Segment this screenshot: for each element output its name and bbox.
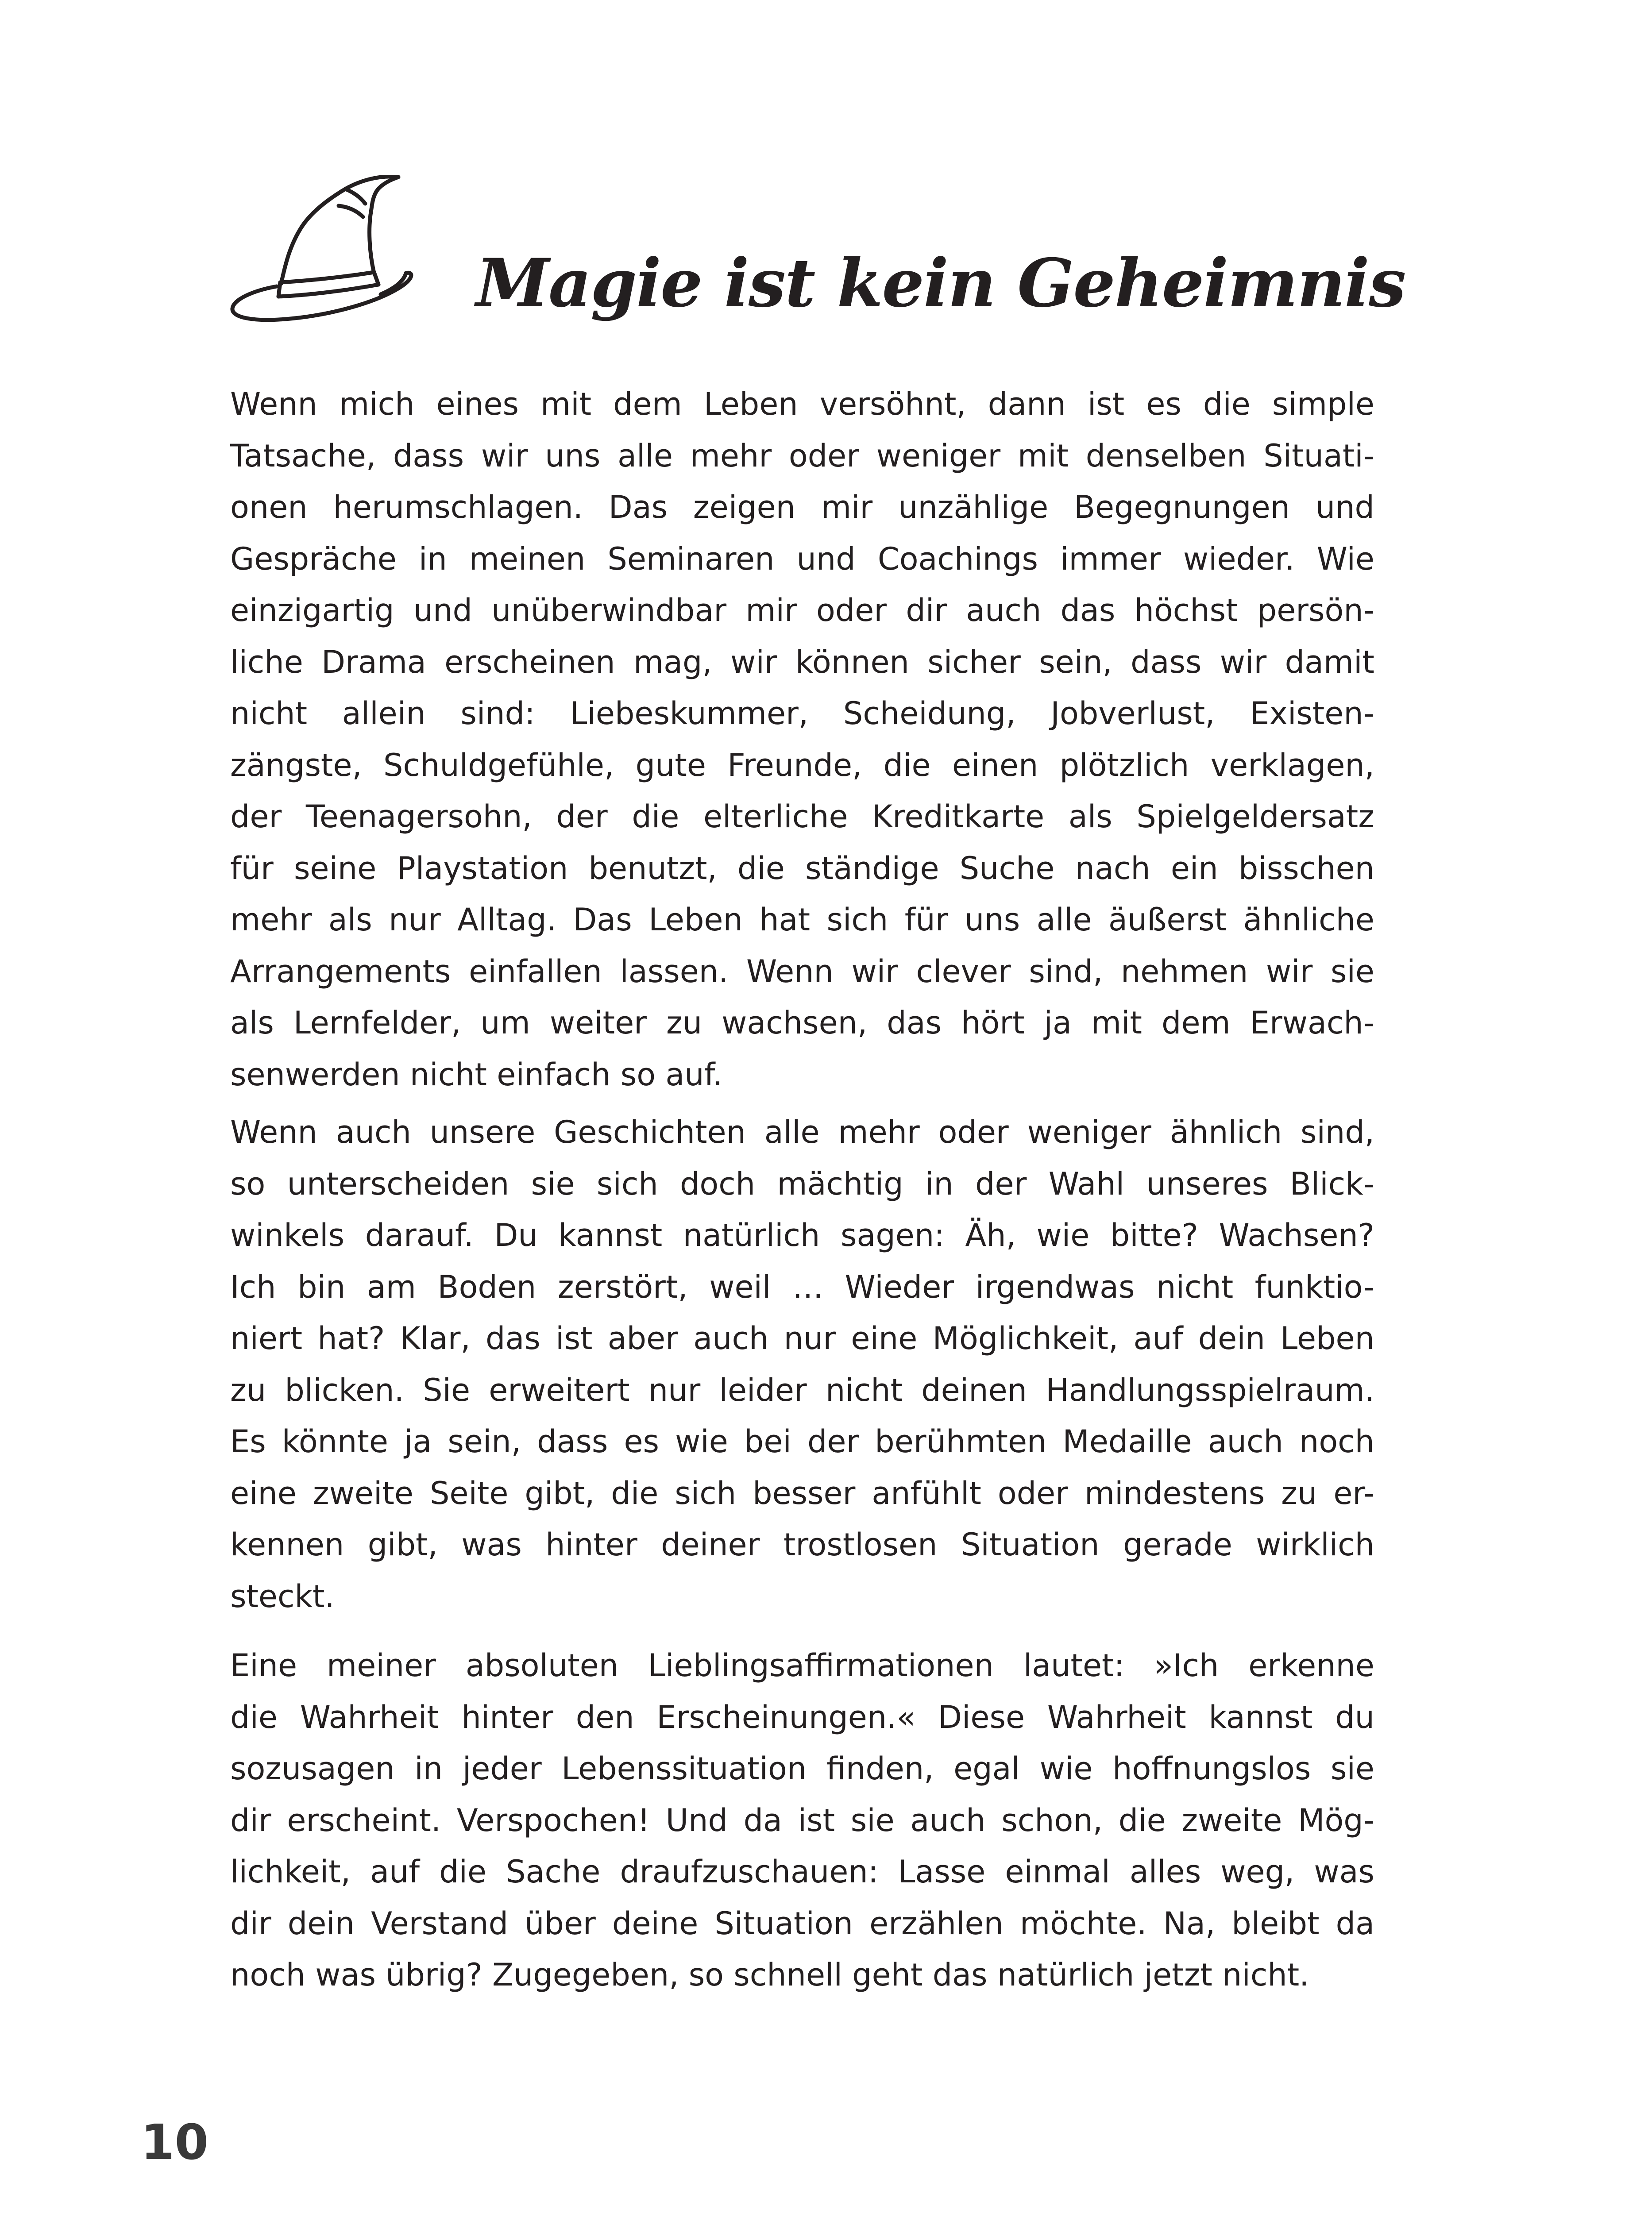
- text-line: sozusagen in jeder Lebenssituation finden, egal wie hoffnungslos sie: [230, 1750, 1374, 1787]
- text-line: zu blicken. Sie erweitert nur leider nicht deinen Handlungsspielraum.: [230, 1372, 1374, 1408]
- text-line: nicht allein sind: Liebeskummer, Scheidung, Jobverlust, Existen-: [230, 695, 1374, 732]
- text-line: kennen gibt, was hinter deiner trostlosen Situation gerade wirklich: [230, 1527, 1374, 1563]
- text-line: Arrangements einfallen lassen. Wenn wir clever sind, nehmen wir sie: [230, 953, 1374, 990]
- text-line: Ich bin am Boden zerstört, weil … Wieder irgendwas nicht funktio-: [230, 1268, 1374, 1305]
- text-line: eine zweite Seite gibt, die sich besser anfühlt oder mindestens zu er-: [230, 1475, 1374, 1511]
- text-line: als Lernfelder, um weiter zu wachsen, das hört ja mit dem Erwach-: [230, 1005, 1374, 1041]
- text-line: winkels darauf. Du kannst natürlich sagen: Äh, wie bitte? Wachsen?: [230, 1217, 1374, 1253]
- paragraph-3: [230, 1640, 1374, 2001]
- text-line: dir dein Verstand über deine Situation erzählen möchte. Na, bleibt da: [230, 1905, 1374, 1942]
- text-line: zängste, Schuldgefühle, gute Freunde, die einen plötzlich verklagen,: [230, 747, 1374, 783]
- chapter-title: Magie ist kein Geheimnis: [476, 244, 1405, 322]
- text-line: onen herumschlagen. Das zeigen mir unzählige Begegnungen und: [230, 489, 1374, 525]
- text-line: niert hat? Klar, das ist aber auch nur eine Möglichkeit, auf dein Leben: [230, 1320, 1374, 1357]
- page-number: 10: [141, 2114, 209, 2171]
- witch-hat-icon: [228, 175, 438, 334]
- text-line: senwerden nicht einfach so auf.: [230, 1056, 723, 1093]
- text-line: Wenn auch unsere Geschichten alle mehr oder weniger ähnlich sind,: [230, 1114, 1374, 1150]
- text-line: für seine Playstation benutzt, die ständige Suche nach ein bisschen: [230, 850, 1374, 887]
- text-line: so unterscheiden sie sich doch mächtig in der Wahl unseres Blick-: [230, 1165, 1374, 1202]
- text-line: einzigartig und unüberwindbar mir oder dir auch das höchst persön-: [230, 592, 1374, 628]
- text-line: lichkeit, auf die Sache draufzuschauen: Lasse einmal alles weg, was: [230, 1854, 1374, 1890]
- text-line: Es könnte ja sein, dass es wie bei der berühmten Medaille auch noch: [230, 1423, 1374, 1460]
- text-line: dir erscheint. Verspochen! Und da ist sie auch schon, die zweite Mög-: [230, 1802, 1374, 1839]
- text-line: Eine meiner absoluten Lieblingsaffirmationen lautet: »Ich erkenne: [230, 1647, 1374, 1684]
- text-line: Gespräche in meinen Seminaren und Coachings immer wieder. Wie: [230, 540, 1374, 577]
- text-line: Wenn mich eines mit dem Leben versöhnt, dann ist es die simple: [230, 386, 1374, 422]
- text-line: der Teenagersohn, der die elterliche Kreditkarte als Spielgeldersatz: [230, 798, 1374, 835]
- text-line: mehr als nur Alltag. Das Leben hat sich für uns alle äußerst ähnliche: [230, 902, 1374, 938]
- text-line: Tatsache, dass wir uns alle mehr oder weniger mit denselben Situati-: [230, 437, 1374, 474]
- text-line: steckt.: [230, 1578, 335, 1615]
- text-line: noch was übrig? Zugegeben, so schnell geht das natürlich jetzt nicht.: [230, 1957, 1309, 1993]
- text-line: liche Drama erscheinen mag, wir können sicher sein, dass wir damit: [230, 644, 1374, 680]
- paragraph-1: [230, 378, 1374, 1100]
- paragraph-2: [230, 1106, 1374, 1622]
- text-line: die Wahrheit hinter den Erscheinungen.« Diese Wahrheit kannst du: [230, 1699, 1374, 1735]
